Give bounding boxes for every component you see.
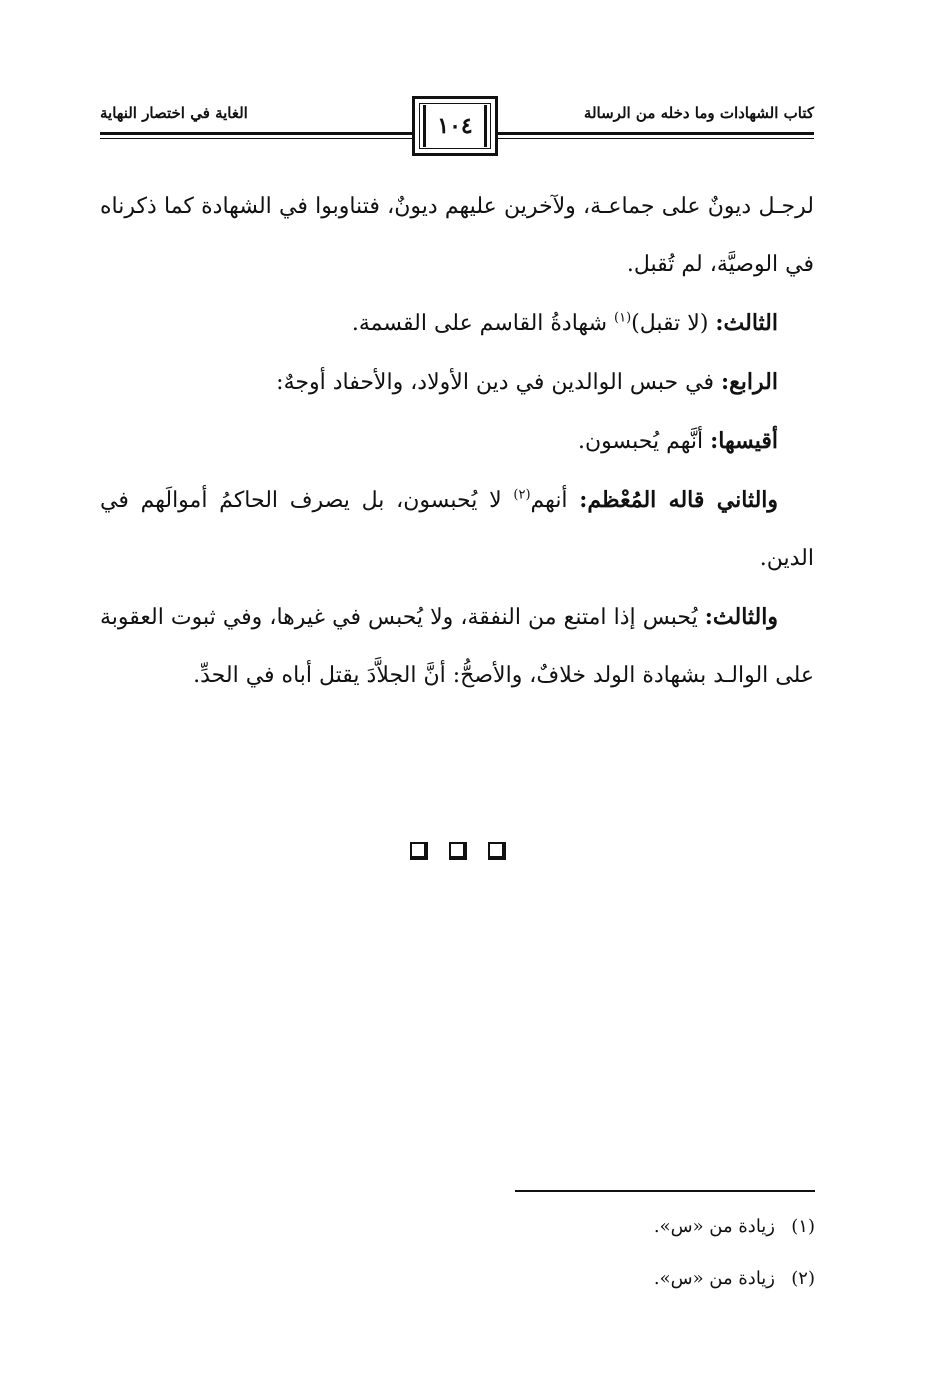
- paragraph-text: أنهم: [530, 488, 580, 513]
- running-header: [100, 96, 814, 156]
- paragraph-lead: والثاني قاله المُعْظم:: [579, 487, 779, 513]
- ornament-square: [410, 842, 428, 860]
- paragraph-text: لرجـل ديونٌ على جماعـة، ولآخرين عليهم ديونٌ، فتناوبوا في الشهادة كما ذكرناه في الوصيَّة، لم تُقبل.: [100, 194, 814, 277]
- page-number: ١٠٤: [437, 113, 473, 139]
- footnote: [654, 1262, 815, 1314]
- paragraph-lead: أقيسها:: [710, 428, 778, 454]
- footnote-number: (٢): [791, 1268, 815, 1289]
- paragraph-lead: والثالث:: [704, 604, 778, 630]
- header-rule-left: [100, 132, 412, 135]
- paragraph-text: شهادةُ القاسم على القسمة.: [351, 311, 614, 336]
- book-title: الغاية في اختصار النهاية: [100, 104, 248, 122]
- footnote-ref: (٢): [513, 487, 531, 503]
- paragraph-text: أنَّهم يُحبسون.: [578, 429, 711, 454]
- paragraph: [100, 412, 814, 471]
- section-end-ornament: [410, 842, 506, 864]
- ornament-square: [488, 842, 506, 860]
- footnote-separator: [515, 1190, 815, 1192]
- ornament-square: [449, 842, 467, 860]
- paragraph-text: في حبس الوالدين في دين الأولاد، والأحفاد أوجهٌ:: [276, 370, 721, 395]
- paragraph-text: يُحبس إذا امتنع من النفقة، ولا يُحبس في غيرها، وفي ثبوت العقوبة على الوالـد بشهادة الولد خلافٌ، والأصحُّ: أنَّ الجلاَّدَ يقتل أباه في الحدِّ.: [100, 605, 814, 688]
- header-rule-right: [498, 132, 814, 135]
- paragraph: [100, 353, 814, 412]
- footnote: [654, 1210, 815, 1262]
- header-rule-right-thin: [498, 138, 814, 139]
- footnote-number: (١): [791, 1216, 815, 1237]
- paragraph-text: لا يُحبسون، بل يصرف الحاكمُ أموالَهم في الدين.: [100, 488, 814, 571]
- page-number-frame: [412, 96, 498, 156]
- footnotes: [654, 1210, 815, 1314]
- footnote-ref: (١): [614, 310, 632, 326]
- paragraph-text: (لا تقبل): [631, 311, 716, 336]
- header-rule-left-thin: [100, 138, 412, 139]
- paragraph-lead: الرابع:: [720, 369, 778, 395]
- paragraph-lead: الثالث:: [715, 310, 778, 336]
- paragraph: [100, 588, 814, 705]
- paragraph: [100, 178, 814, 294]
- book-section-title: كتاب الشهادات وما دخله من الرسالة: [583, 104, 814, 122]
- paragraph: [100, 294, 814, 353]
- footnote-text: زيادة من «س».: [653, 1268, 775, 1289]
- main-text: [100, 178, 814, 705]
- paragraph: [100, 471, 814, 588]
- footnote-text: زيادة من «س».: [653, 1216, 775, 1237]
